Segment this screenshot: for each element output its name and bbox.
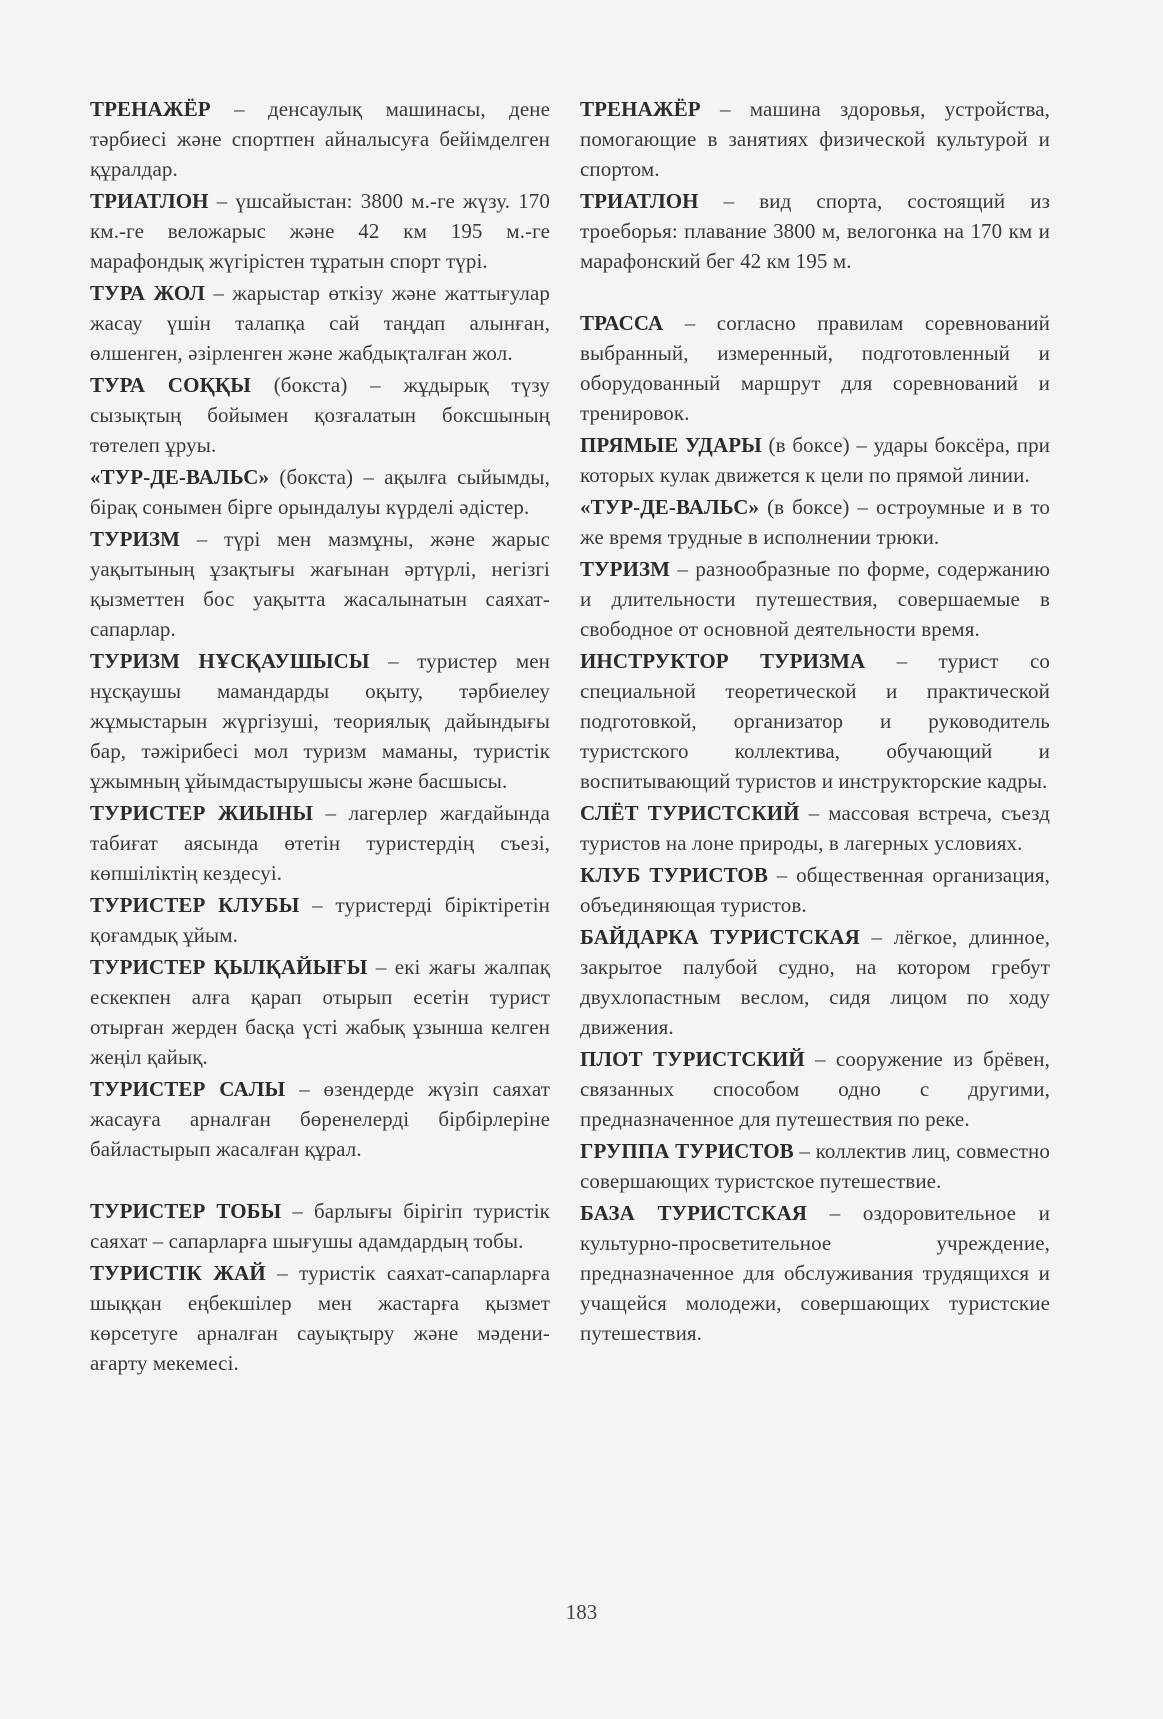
entry	[90, 1196, 550, 1256]
entry-definition: – барлығы бірігіп туристік саяхат – сапарларға шығушы адамдардың тобы.	[90, 1199, 550, 1253]
kazakh-column	[90, 94, 550, 1380]
entry	[90, 798, 550, 888]
entry-definition: – туристерді біріктіретін қоғамдық ұйым.	[90, 893, 550, 947]
entry	[580, 430, 1050, 490]
entry-definition: (бокста) – ақылға сыйымды, бірақ сонымен бірге орындалуы күрделі әдістер.	[90, 465, 550, 519]
entry-definition: – массовая встреча, съезд туристов на лоне природы, в лагерных условиях.	[580, 801, 1050, 855]
entry	[580, 922, 1050, 1042]
entry-definition: – общественная организация, объединяющая туристов.	[580, 863, 1050, 917]
entry-definition: – туристік саяхат-сапарларға шыққан еңбекшілер мен жастарға қызмет көрсетуге арналған сауықтыру және мәдени-ағарту мекемесі.	[90, 1261, 550, 1375]
entry	[580, 308, 1050, 428]
entry-term: ГРУППА ТУРИСТОВ	[580, 1139, 794, 1163]
entry-definition: – өзендерде жүзіп саяхат жасауға арналған бөренелерді бірбірлеріне байластырып жасалған құрал.	[90, 1077, 550, 1161]
entry-definition: – турист со специальной теоретической и практической подготовкой, организатор и руководитель туристского коллектива, обучающий и воспитывающий туристов и инструкторские кадры.	[580, 649, 1050, 793]
entry	[580, 186, 1050, 276]
entry-definition: – разнообразные по форме, содержанию и длительности путешествия, совершаемые в свободное от основной деятельности время.	[580, 557, 1050, 641]
entry	[90, 646, 550, 796]
entry	[580, 554, 1050, 644]
entry	[580, 860, 1050, 920]
entry-definition: – машина здоровья, устройства, помогающие в занятиях физической культурой и спортом.	[580, 97, 1050, 181]
entry-term: КЛУБ ТУРИСТОВ	[580, 863, 768, 887]
entry-term: ТУРИСТЕР САЛЫ	[90, 1077, 286, 1101]
entry-term: БАЙДАРКА ТУРИСТСКАЯ	[580, 925, 860, 949]
entry-term: ПРЯМЫЕ УДАРЫ	[580, 433, 762, 457]
entry	[90, 524, 550, 644]
russian-column	[580, 94, 1050, 1350]
entry	[580, 1044, 1050, 1134]
page-number: 183	[565, 1600, 598, 1624]
entry	[580, 1198, 1050, 1348]
entry	[580, 492, 1050, 552]
entry-definition: – лёгкое, длинное, закрытое палубой судно, на котором гребут двухлопастным веслом, сидя лицом по ходу движения.	[580, 925, 1050, 1039]
entry-term: ТУРИСТЕР ЖИЫНЫ	[90, 801, 314, 825]
entry	[90, 186, 550, 276]
entry-definition: – коллектив лиц, совместно совершающих туристское путешествие.	[580, 1139, 1050, 1193]
entry-definition: (в боксе) – остроумные и в то же время трудные в исполнении трюки.	[580, 495, 1050, 549]
entry-gap	[580, 278, 1050, 308]
entry-term: ТУРИЗМ	[580, 557, 671, 581]
entry-definition: – үшсайыстан: 3800 м.-ге жүзу. 170 км.-ге веложарыс және 42 км 195 м.-ге марафондық жүгірістен тұратын спорт түрі.	[90, 189, 550, 273]
entry-term: ТРИАТЛОН	[580, 189, 699, 213]
entry-term: ТУРИЗМ НҰСҚАУШЫСЫ	[90, 649, 370, 673]
entry-definition: – оздоровительное и культурно-просветительное учреждение, предназначенное для обслуживания трудящихся и учащейся молодежи, совершающих туристские путешествия.	[580, 1201, 1050, 1345]
entry-definition: – сооружение из брёвен, связанных способом одно с другими, предназначенное для путешествия по реке.	[580, 1047, 1050, 1131]
entry	[90, 1258, 550, 1378]
entry	[90, 462, 550, 522]
entry-term: ПЛОТ ТУРИСТСКИЙ	[580, 1047, 805, 1071]
entry-definition: – вид спорта, состоящий из троеборья: плавание 3800 м, велогонка на 170 км и марафонский бег 42 км 195 м.	[580, 189, 1050, 273]
entry-term: ТУРА ЖОЛ	[90, 281, 205, 305]
entry-term: БАЗА ТУРИСТСКАЯ	[580, 1201, 808, 1225]
entry-term: «ТУР-ДЕ-ВАЛЬС»	[580, 495, 760, 519]
entry-term: ТУРИСТЕР ҚЫЛҚАЙЫҒЫ	[90, 955, 368, 979]
entry	[90, 1074, 550, 1164]
entry-term: ТУРИЗМ	[90, 527, 181, 551]
entry-term: ТУРИСТІК ЖАЙ	[90, 1261, 266, 1285]
entry-term: ИНСТРУКТОР ТУРИЗМА	[580, 649, 866, 673]
entry	[90, 278, 550, 368]
entry-term: ТРЕНАЖЁР	[90, 97, 211, 121]
entry-definition: – денсаулық машинасы, дене тәрбиесі және спортпен айналысуға бейімделген құралдар.	[90, 97, 550, 181]
entry	[90, 890, 550, 950]
entry-definition: – екі жағы жалпақ ескекпен алға қарап отырып есетін турист отырған жерден басқа үсті жабық ұзынша келген жеңіл қайық.	[90, 955, 551, 1069]
entry-term: ТУРА СОҚҚЫ	[90, 373, 251, 397]
entry	[90, 94, 550, 184]
entry-term: «ТУР-ДЕ-ВАЛЬС»	[90, 465, 270, 489]
entry-term: СЛЁТ ТУРИСТСКИЙ	[580, 801, 800, 825]
entry-term: ТРЕНАЖЁР	[580, 97, 701, 121]
entry-term: ТУРИСТЕР ТОБЫ	[90, 1199, 282, 1223]
entry-definition: – согласно правилам соревнований выбранный, измеренный, подготовленный и оборудованный маршрут для соревнований и тренировок.	[580, 311, 1050, 425]
entry	[580, 798, 1050, 858]
entry	[90, 370, 550, 460]
entry-definition: – жарыстар өткізу және жаттығулар жасау үшін талапқа сай таңдап алынған, өлшенген, әзірленген және жабдықталған жол.	[90, 281, 550, 365]
entry	[580, 94, 1050, 184]
entry-term: ТРАССА	[580, 311, 664, 335]
entry-definition: – туристер мен нұсқаушы мамандарды оқыту, тәрбиелеу жұмыстарын жүргізуші, теориялық дайындығы бар, тәжірибесі мол туризм маманы, туристік ұжымның ұйымдастырушысы және басшысы.	[90, 649, 551, 793]
entry-definition: – лагерлер жағдайында табиғат аясында өтетін туристердің съезі, көпшіліктің кездесуі.	[90, 801, 550, 885]
entry-term: ТРИАТЛОН	[90, 189, 209, 213]
entry-gap	[90, 1166, 550, 1196]
entry-definition: – түрі мен мазмұны, және жарыс уақытының ұзақтығы жағынан әртүрлі, негізгі қызметтен бос уақытта жасалынатын саяхат-сапарлар.	[90, 527, 550, 641]
entry	[580, 1136, 1050, 1196]
entry-definition: (бокста) – жұдырық түзу сызықтың бойымен қозғалатын боксшының төтелеп ұруы.	[90, 373, 550, 457]
entry	[90, 952, 550, 1072]
entry	[580, 646, 1050, 796]
entry-definition: (в боксе) – удары боксёра, при которых кулак движется к цели по прямой линии.	[580, 433, 1051, 487]
entry-term: ТУРИСТЕР КЛУБЫ	[90, 893, 300, 917]
